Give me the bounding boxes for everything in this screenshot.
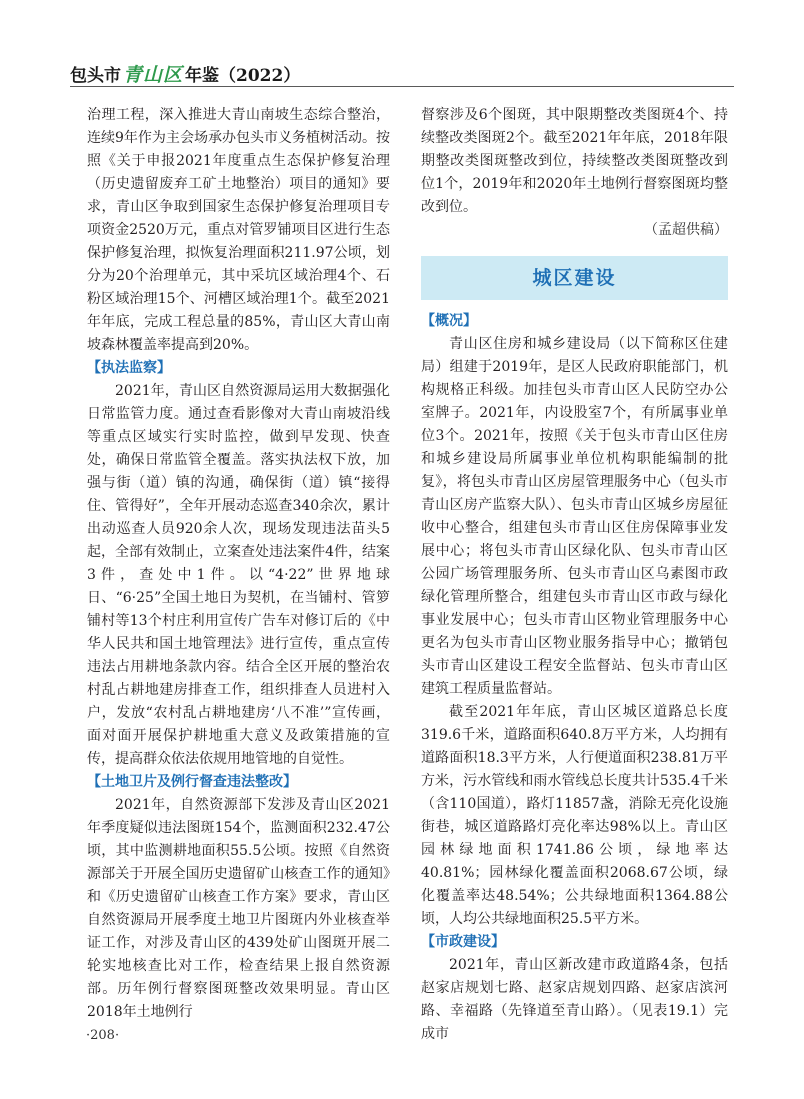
right-paragraph-1: 督察涉及6个图斑，其中限期整改类图斑4个、持续整改类图斑2个。截至2021年年底，2018年限期整改类图斑整改到位，持续整改类图斑整改到位1个，2019年和2020年土地例行督察图斑均整改到位。 xyxy=(421,107,728,215)
left-column xyxy=(87,104,390,1024)
section-heading-text: 概况 xyxy=(435,313,463,329)
contributor-signature: （孟超供稿） xyxy=(644,222,728,238)
header-divider xyxy=(70,86,734,87)
section-heading-text: 市政建设 xyxy=(435,934,491,950)
section-heading-overview: 【概况】 xyxy=(421,313,477,329)
left-paragraph-2: 2021年，青山区自然资源局运用大数据强化日常监管力度。通过查看影像对大青山南坡沿线等重点区域实行实时监控，做到早发现、快查处，确保日常监管全覆盖。落实执法权下放，加强与街（道）镇的沟通，确保街（道）镇“接得住、管得好”，全年开展动态巡查340余次，累计出动巡查人员920余人次，现场发现违法苗头5起，全部有效制止，立案查处违法案件4件，结案3件，查处中1件。以“4·22”世界地球日、“6·25”全国土地日为契机，在当铺村、管箩铺村等13个村庄利用宣传广告车对修订后的《中华人民共和国土地管理法》进行宣传，重点宣传违法占用耕地条款内容。结合全区开展的整治农村乱占耕地建房排查工作，组织排查人员进村入户，发放“农村乱占耕地建房‘八不准’”宣传画，面对面开展保护耕地重大意义及政策措施的宣传，提高群众依法依规用地管地的自觉性。 xyxy=(87,383,390,767)
section-heading-text: 执法监察 xyxy=(101,360,157,376)
page-number: ·208· xyxy=(86,1028,120,1043)
right-paragraph-2: 青山区住房和城乡建设局（以下简称区住建局）组建于2019年，是区人民政府职能部门，机构规格正科级。加挂包头市青山区人民防空办公室牌子。2021年，内设股室7个，有所属事业单位3个。2021年，按照《关于包头市青山区住房和城乡建设局所属事业单位机构职能编制的批复》，将包头市青山区房屋管理服务中心（包头市青山区房产监察大队）、包头市青山区城乡房屋征收中心整合，组建包头市青山区住房保障事业发展中心；将包头市青山区绿化队、包头市青山区公园广场管理服务所、包头市青山区乌素图市政绿化管理所整合，组建包头市青山区市政与绿化事业发展中心；包头市青山区物业管理服务中心更名为包头市青山区物业服务指导中心；撤销包头市青山区建设工程安全监督站、包头市青山区建筑工程质量监督站。 xyxy=(421,336,728,697)
left-paragraph-3: 2021年，自然资源部下发涉及青山区2021年季度疑似违法图斑154个，监测面积232.47公顷，其中监测耕地面积55.5公顷。按照《自然资源部关于开展全国历史遗留矿山核查工作的通知》和《历史遗留矿山核查工作方案》要求，青山区自然资源局开展季度土地卫片图斑内外业核查举证工作，对涉及青山区的439处矿山图斑开展二轮实地核查比对工作，检查结果上报自然资源部。历年例行督察图斑整改效果明显。青山区2018年土地例行 xyxy=(87,797,390,1020)
right-paragraph-3: 截至2021年年底，青山区城区道路总长度319.6千米，道路面积640.8万平方米，人均拥有道路面积18.3平方米，人行便道面积238.81万平方米，污水管线和雨水管线总长度共计535.4千米（含110国道），路灯11857盏，消除无亮化设施街巷，城区道路路灯亮化率达98%以上。青山区园林绿地面积1741.86公顷，绿地率达40.81%；园林绿化覆盖面积2068.67公顷，绿化覆盖率达48.54%；公共绿地面积1364.88公顷，人均公共绿地面积25.5平方米。 xyxy=(421,704,728,927)
header-brand: 青山区 xyxy=(123,64,184,86)
header-suffix: 年鉴（2022） xyxy=(185,66,301,86)
chapter-banner: 城区建设 xyxy=(421,256,728,300)
right-column xyxy=(421,104,728,1046)
section-heading-law-enforcement: 【执法监察】 xyxy=(87,360,171,376)
section-heading-municipal-construction: 【市政建设】 xyxy=(421,934,505,950)
section-heading-satellite-inspection: 【土地卫片及例行督查违法整改】 xyxy=(87,774,297,790)
section-heading-text: 土地卫片及例行督查违法整改 xyxy=(101,774,283,790)
header-prefix: 包头市 xyxy=(70,66,121,86)
running-header xyxy=(70,60,300,87)
left-paragraph-1: 治理工程，深入推进大青山南坡生态综合整治，连续9年作为主会场承办包头市义务植树活动。按照《关于申报2021年度重点生态保护修复治理（历史遗留废弃工矿土地整治）项目的通知》要求，青山区争取到国家生态保护修复治理项目专项资金2520万元，重点对管罗铺项目区进行生态保护修复治理，拟恢复治理面积211.97公顷，划分为20个治理单元，其中采坑区域治理4个、石粉区域治理15个、河槽区域治理1个。截至2021年年底，完成工程总量的85%，青山区大青山南坡森林覆盖率提高到20%。 xyxy=(87,107,390,353)
right-paragraph-4: 2021年，青山区新改建市政道路4条，包括赵家店规划七路、赵家店规划四路、赵家店滨河路、幸福路（先锋道至青山路）。（见表19.1）完成市 xyxy=(421,957,728,1042)
